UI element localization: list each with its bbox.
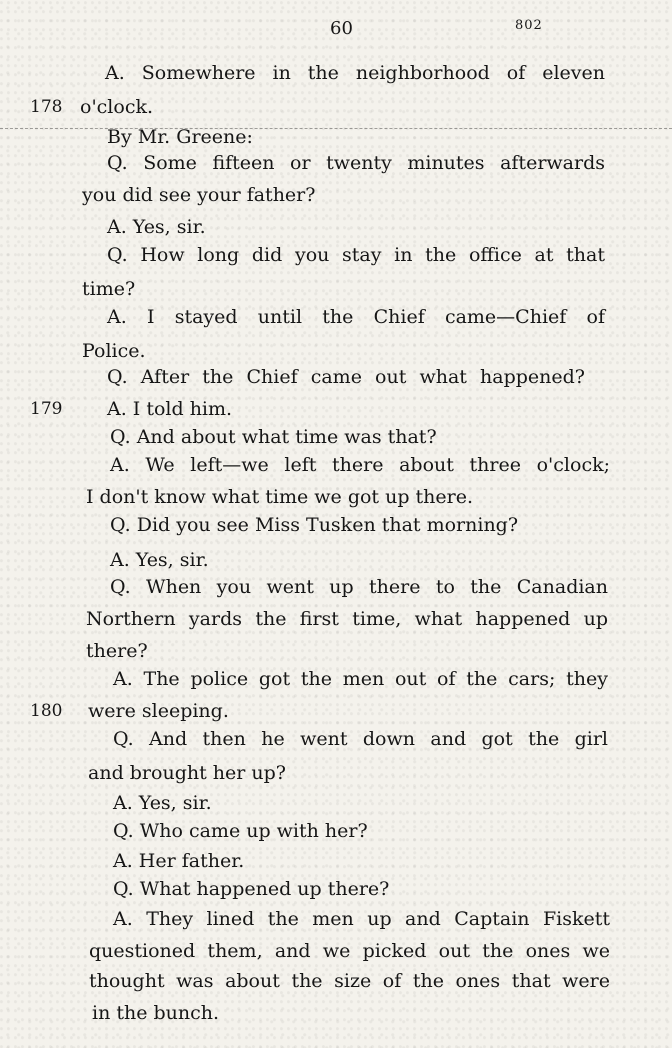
line-text: Q. Some fifteen or twenty minutes afterwards xyxy=(107,152,605,174)
line-text: Q. How long did you stay in the office at that xyxy=(107,244,605,266)
transcript-line xyxy=(0,758,672,788)
line-text: Q. What happened up there? xyxy=(113,878,390,900)
transcript-line xyxy=(0,636,672,666)
transcript-line xyxy=(0,240,672,270)
transcript-line xyxy=(0,998,672,1028)
transcript-line xyxy=(0,362,672,392)
line-text: Q. When you went up there to the Canadian xyxy=(110,576,608,598)
line-text: Q. And about what time was that? xyxy=(110,426,437,448)
transcript-line xyxy=(0,572,672,602)
transcript-line xyxy=(0,302,672,332)
transcript-line xyxy=(0,545,672,575)
transcript-line xyxy=(0,422,672,452)
line-text: A. Somewhere in the neighborhood of eleven xyxy=(105,62,605,84)
transcript-line xyxy=(0,904,672,934)
line-text: thought was about the size of the ones that were xyxy=(89,970,610,992)
line-text: A. The police got the men out of the cars; they xyxy=(113,668,608,690)
line-text: in the bunch. xyxy=(92,1002,220,1024)
line-text: were sleeping. xyxy=(88,700,229,722)
transcript-line xyxy=(0,212,672,242)
line-text: By Mr. Greene: xyxy=(107,126,253,148)
transcript-line xyxy=(0,696,672,726)
line-text: Q. And then he went down and got the girl xyxy=(113,728,608,750)
transcript-line xyxy=(0,966,672,996)
transcript-line xyxy=(0,788,672,818)
transcript-line xyxy=(0,874,672,904)
line-text: A. Yes, sir. xyxy=(107,216,206,238)
line-text: A. Yes, sir. xyxy=(113,792,212,814)
transcript-line xyxy=(0,92,672,122)
line-text: Northern yards the first time, what happened up xyxy=(86,608,608,630)
transcript-line xyxy=(0,274,672,304)
corner-mark: 802 xyxy=(515,18,543,33)
transcript-line xyxy=(0,148,672,178)
line-text: o'clock. xyxy=(80,96,154,118)
transcript-line xyxy=(0,664,672,694)
transcript-line xyxy=(0,394,672,424)
line-text: you did see your father? xyxy=(82,184,316,206)
margin-line-number: 179 xyxy=(30,399,63,419)
transcript-line xyxy=(0,180,672,210)
line-text: A. We left—we left there about three o'clock; xyxy=(110,454,610,476)
line-text: A. They lined the men up and Captain Fiskett xyxy=(113,908,610,930)
line-text: A. I told him. xyxy=(107,398,233,420)
transcript-line xyxy=(0,510,672,540)
line-text: Police. xyxy=(82,340,146,362)
transcript-line xyxy=(0,58,672,88)
line-text: and brought her up? xyxy=(88,762,286,784)
line-text: A. I stayed until the Chief came—Chief of xyxy=(107,306,605,328)
line-text: time? xyxy=(82,278,136,300)
transcript-line xyxy=(0,936,672,966)
page-number: 60 xyxy=(330,18,353,39)
transcript-line xyxy=(0,604,672,634)
transcript-line xyxy=(0,816,672,846)
transcript-line xyxy=(0,482,672,512)
margin-line-number: 178 xyxy=(30,97,63,117)
transcript-line xyxy=(0,846,672,876)
line-text: there? xyxy=(86,640,148,662)
line-text: Q. Who came up with her? xyxy=(113,820,368,842)
line-text: I don't know what time we got up there. xyxy=(86,486,474,508)
transcript-line xyxy=(0,450,672,480)
line-text: A. Her father. xyxy=(113,850,245,872)
line-text: Q. Did you see Miss Tusken that morning? xyxy=(110,514,519,536)
line-text: questioned them, and we picked out the ones we xyxy=(89,940,610,962)
line-text: Q. After the Chief came out what happened? xyxy=(107,366,585,388)
margin-line-number: 180 xyxy=(30,701,63,721)
line-text: A. Yes, sir. xyxy=(110,549,209,571)
transcript-line xyxy=(0,724,672,754)
